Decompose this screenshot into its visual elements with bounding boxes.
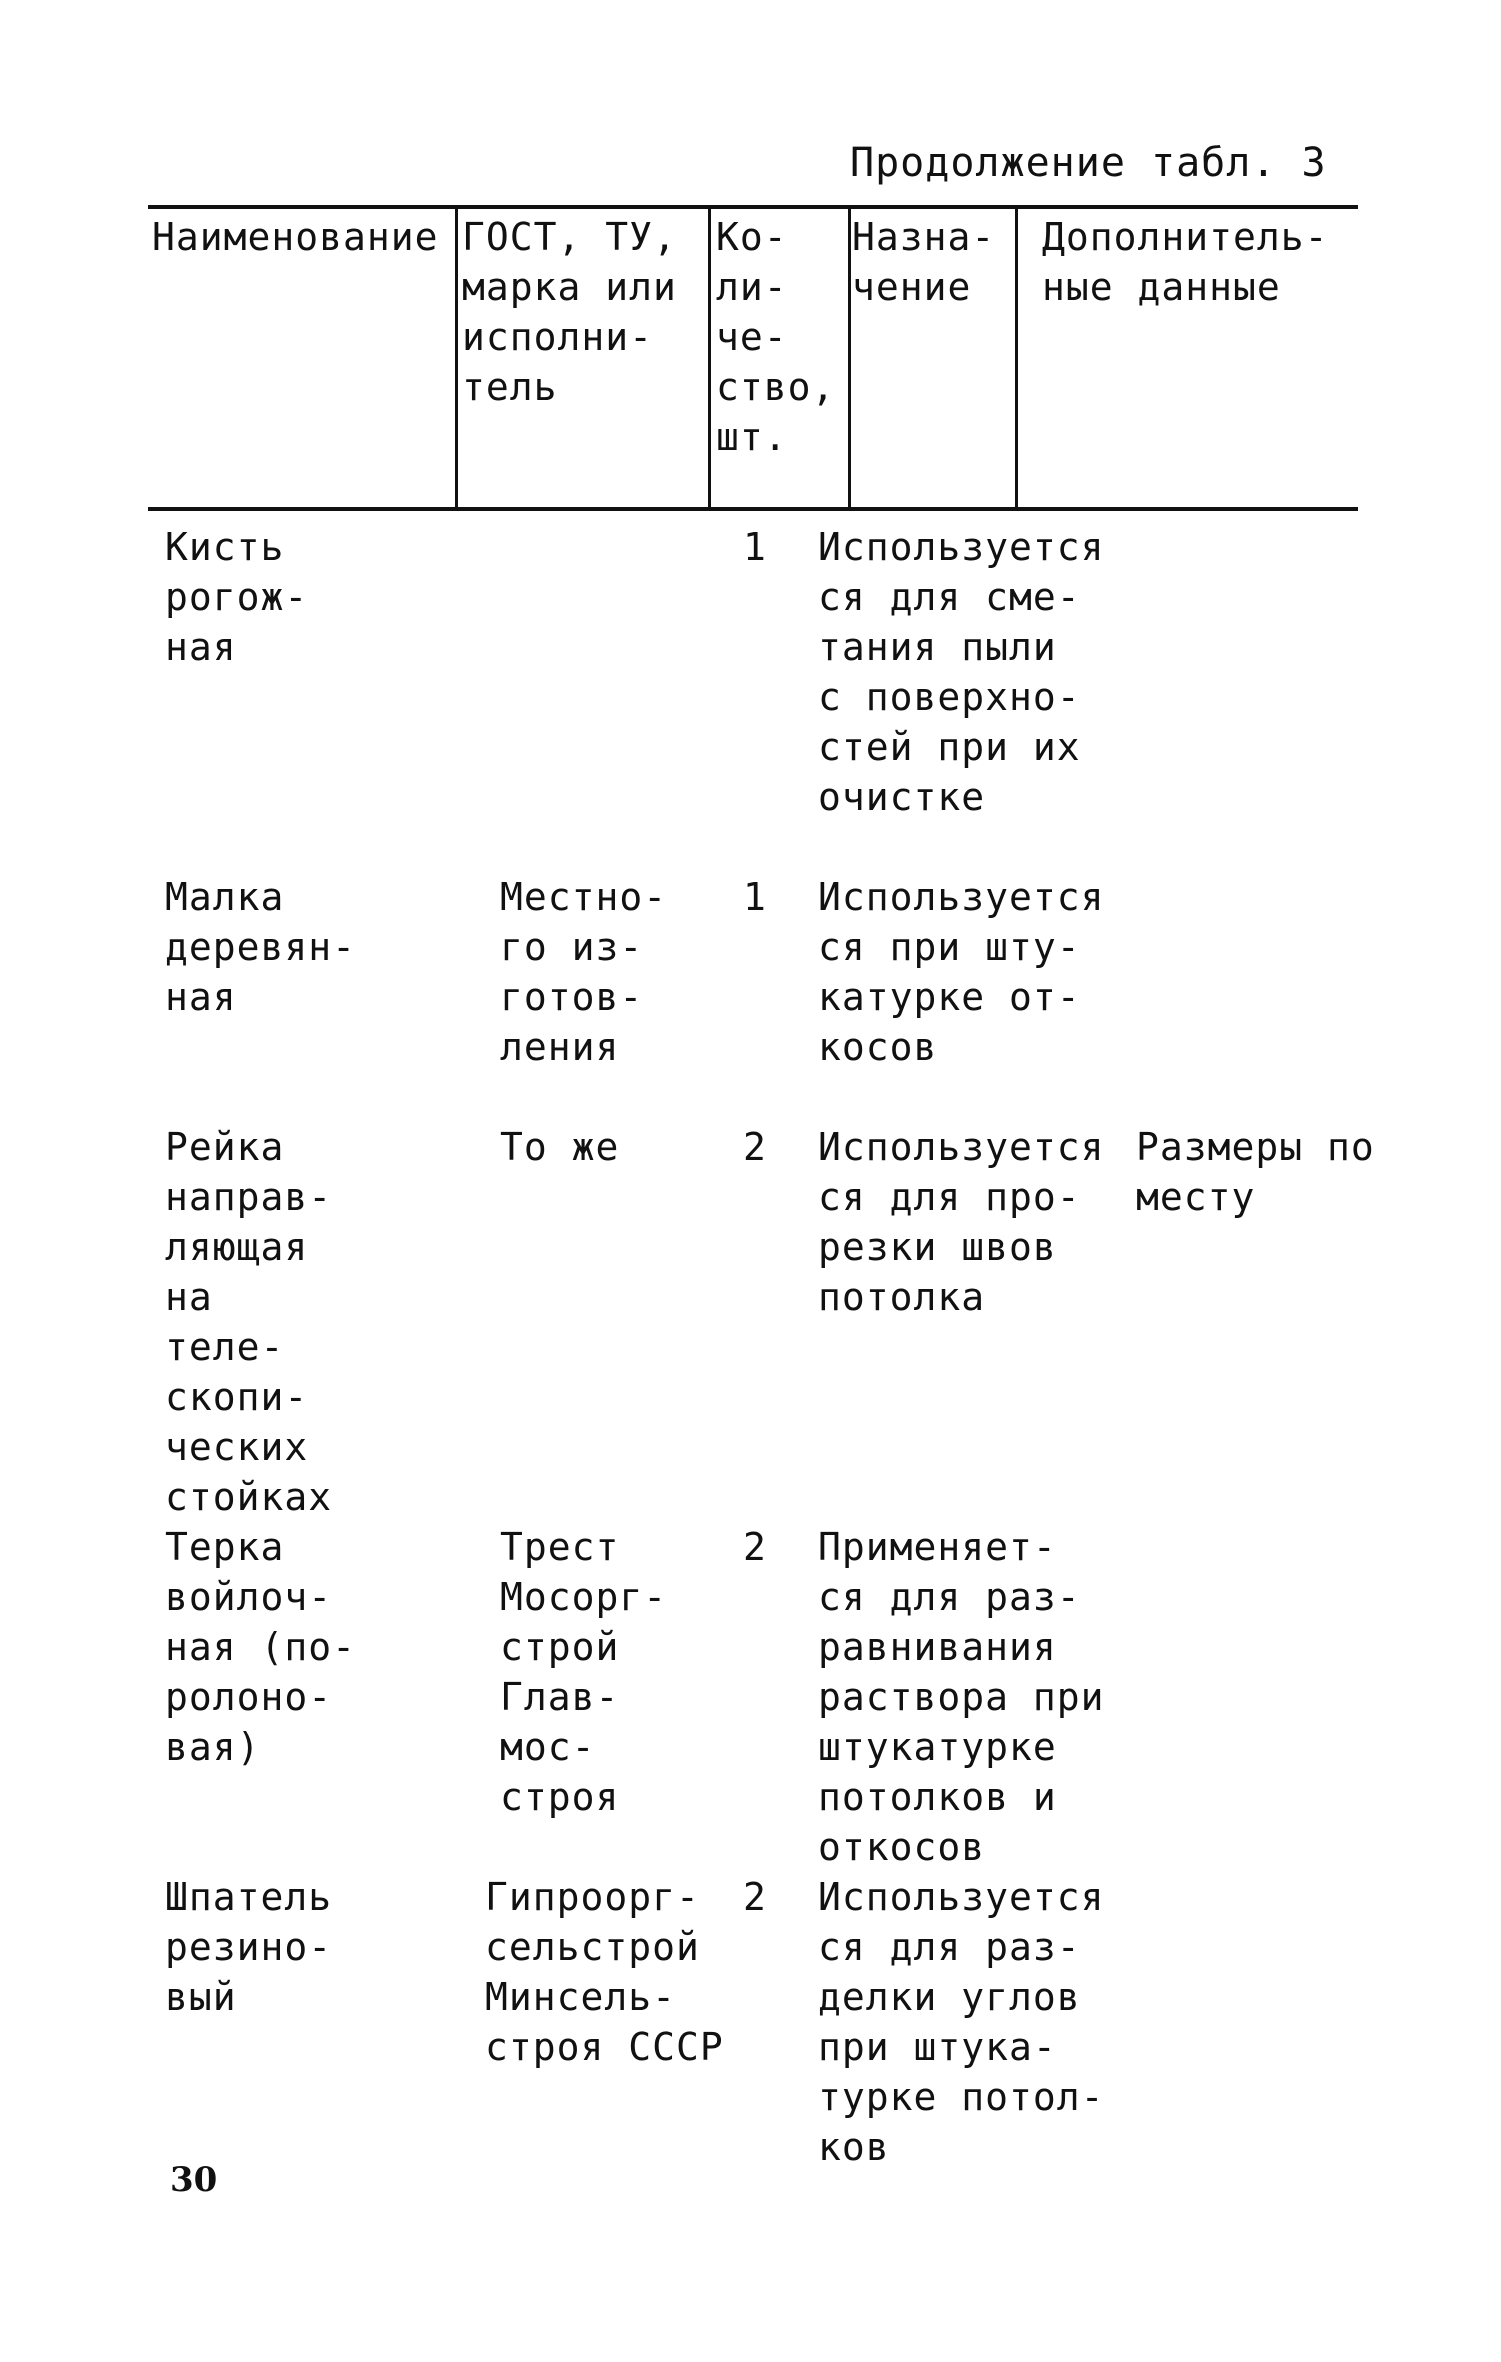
row-5-quantity: 2 [743, 1875, 767, 1919]
row-2-gost: Местно- го из- готов- ления [500, 875, 668, 1069]
header-quantity: Ко- ли- че- ство, шт. [716, 215, 836, 459]
row-3-purpose: Используется ся для про- резки швов потолка [818, 1125, 1105, 1319]
row-2-name: Малка деревян- ная [165, 875, 357, 1019]
header-extra: Дополнитель- ные данные [1042, 215, 1329, 309]
column-divider [848, 208, 851, 510]
header-bottom-rule [148, 507, 1358, 511]
table-caption: Продолжение табл. 3 [850, 140, 1327, 186]
header-top-rule [148, 205, 1358, 209]
row-3-extra: Размеры по месту [1136, 1125, 1375, 1219]
row-1-name: Кисть рогож- ная [165, 525, 309, 669]
row-3-gost: То же [500, 1125, 620, 1169]
header-name: Наименование [152, 215, 439, 259]
row-4-purpose: Применяет- ся для раз- равнивания раствора при штукатурке потолков и откосов [818, 1525, 1105, 1869]
header-gost: ГОСТ, ТУ, марка или исполни- тель [462, 215, 677, 409]
row-2-purpose: Используется ся при шту- катурке от- косов [818, 875, 1105, 1069]
column-divider [708, 208, 711, 510]
row-4-quantity: 2 [743, 1525, 767, 1569]
row-4-name: Терка войлоч- ная (по- ролоно- вая) [165, 1525, 357, 1769]
row-5-name: Шпатель резино- вый [165, 1875, 333, 2019]
row-5-gost: Гипроорг- сельстрой Минсель- строя СССР [485, 1875, 724, 2069]
header-purpose: Назна- чение [852, 215, 996, 309]
row-4-gost: Трест Мосорг- строй Глав- мос- строя [500, 1525, 668, 1819]
column-divider [1015, 208, 1018, 510]
row-1-quantity: 1 [743, 525, 767, 569]
row-1-purpose: Используется ся для сме- тания пыли с поверхно- стей при их очистке [818, 525, 1105, 819]
row-5-purpose: Используется ся для раз- делки углов при штука- турке потол- ков [818, 1875, 1105, 2169]
row-3-name: Рейка направ- ляющая на теле- скопи- ческих стойках [165, 1125, 333, 1519]
page-number: 30 [170, 2160, 218, 2200]
row-3-quantity: 2 [743, 1125, 767, 1169]
row-2-quantity: 1 [743, 875, 767, 919]
column-divider [455, 208, 458, 510]
